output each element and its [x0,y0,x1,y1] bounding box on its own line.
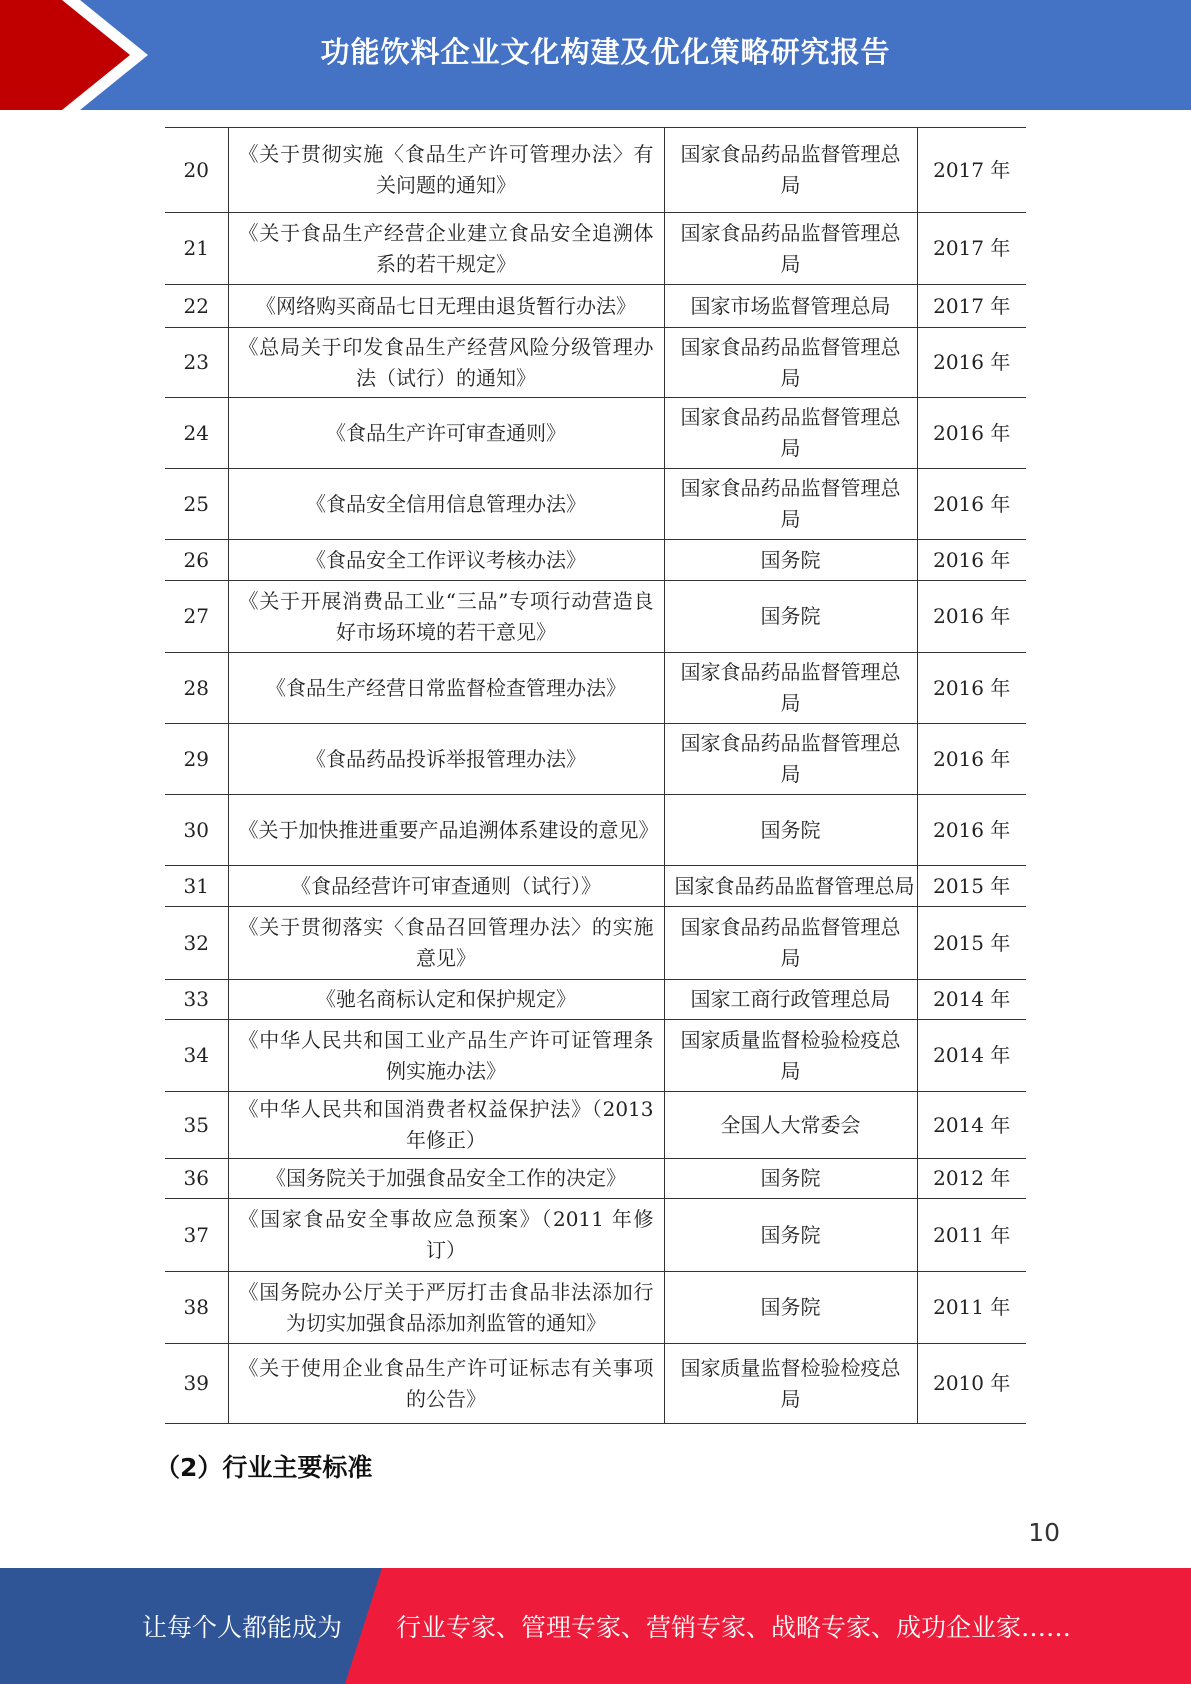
table-row [165,540,1026,581]
table-row [165,128,1026,213]
issuing-agency: 国家食品药品监督管理总局 [664,328,917,398]
issue-year: 2016 年 [917,469,1026,540]
row-number: 20 [165,128,228,213]
row-number: 24 [165,398,228,469]
row-number: 29 [165,724,228,795]
footer-slogan-right: 行业专家、管理专家、营销专家、战略专家、成功企业家…… [396,1613,1072,1642]
regulation-title: 《网络购买商品七日无理由退货暂行办法》 [228,285,664,328]
regulation-title: 《食品安全工作评议考核办法》 [228,540,664,581]
table-row [165,213,1026,285]
row-number: 26 [165,540,228,581]
regulation-title: 《关于开展消费品工业“三品”专项行动营造良好市场环境的若干意见》 [228,581,664,653]
row-number: 30 [165,795,228,866]
table-row [165,328,1026,398]
regulation-title: 《国家食品安全事故应急预案》（2011 年修订） [228,1199,664,1272]
issue-year: 2014 年 [917,1020,1026,1092]
table-row [165,581,1026,653]
issuing-agency: 国务院 [664,540,917,581]
regulation-title: 《中华人民共和国消费者权益保护法》（2013 年修正） [228,1092,664,1159]
issue-year: 2014 年 [917,1092,1026,1159]
row-number: 32 [165,907,228,980]
issuing-agency: 国家食品药品监督管理总局 [664,469,917,540]
issue-year: 2016 年 [917,540,1026,581]
issuing-agency: 国家质量监督检验检疫总局 [664,1344,917,1424]
regulation-title: 《关于贯彻落实〈食品召回管理办法〉的实施意见》 [228,907,664,980]
issue-year: 2011 年 [917,1199,1026,1272]
issue-year: 2011 年 [917,1272,1026,1344]
row-number: 39 [165,1344,228,1424]
row-number: 22 [165,285,228,328]
row-number: 33 [165,980,228,1020]
table-row [165,653,1026,724]
regulations-table [165,127,1026,1424]
report-title: 功能饮料企业文化构建及优化策略研究报告 [320,34,891,69]
issuing-agency: 国家市场监督管理总局 [664,285,917,328]
regulation-title: 《关于使用企业食品生产许可证标志有关事项的公告》 [228,1344,664,1424]
issuing-agency: 国务院 [664,1159,917,1199]
regulation-title: 《食品生产许可审查通则》 [228,398,664,469]
row-number: 21 [165,213,228,285]
row-number: 23 [165,328,228,398]
issue-year: 2017 年 [917,213,1026,285]
issue-year: 2017 年 [917,128,1026,213]
footer-slogan-left: 让每个人都能成为 [142,1613,343,1642]
table-row [165,398,1026,469]
row-number: 35 [165,1092,228,1159]
regulation-title: 《食品药品投诉举报管理办法》 [228,724,664,795]
issue-year: 2015 年 [917,866,1026,907]
table-row [165,907,1026,980]
issue-year: 2016 年 [917,653,1026,724]
issuing-agency: 国家食品药品监督管理总局 [664,653,917,724]
regulation-title: 《食品安全信用信息管理办法》 [228,469,664,540]
table-row [165,724,1026,795]
issuing-agency: 国家食品药品监督管理总局 [664,398,917,469]
row-number: 27 [165,581,228,653]
regulations-table-container [165,127,1026,1424]
issue-year: 2017 年 [917,285,1026,328]
page-number: 10 [1028,1518,1060,1547]
regulation-title: 《总局关于印发食品生产经营风险分级管理办法（试行）的通知》 [228,328,664,398]
issuing-agency: 国家食品药品监督管理总局 [664,213,917,285]
table-row [165,1159,1026,1199]
section-heading: （2）行业主要标准 [155,1453,373,1482]
issuing-agency: 国务院 [664,795,917,866]
issuing-agency: 国家质量监督检验检疫总局 [664,1020,917,1092]
table-row [165,469,1026,540]
issue-year: 2015 年 [917,907,1026,980]
row-number: 25 [165,469,228,540]
regulation-title: 《中华人民共和国工业产品生产许可证管理条例实施办法》 [228,1020,664,1092]
issuing-agency: 国家食品药品监督管理总局 [664,724,917,795]
row-number: 38 [165,1272,228,1344]
issue-year: 2016 年 [917,581,1026,653]
issuing-agency: 国家工商行政管理总局 [664,980,917,1020]
issue-year: 2010 年 [917,1344,1026,1424]
table-row [165,285,1026,328]
row-number: 37 [165,1199,228,1272]
table-row [165,980,1026,1020]
row-number: 28 [165,653,228,724]
table-row [165,1272,1026,1344]
table-row [165,1344,1026,1424]
issuing-agency: 国务院 [664,1199,917,1272]
regulation-title: 《食品生产经营日常监督检查管理办法》 [228,653,664,724]
table-row [165,1199,1026,1272]
table-row [165,866,1026,907]
regulation-title: 《驰名商标认定和保护规定》 [228,980,664,1020]
row-number: 31 [165,866,228,907]
issue-year: 2016 年 [917,398,1026,469]
regulation-title: 《关于食品生产经营企业建立食品安全追溯体系的若干规定》 [228,213,664,285]
regulation-title: 《国务院办公厅关于严厉打击食品非法添加行为切实加强食品添加剂监管的通知》 [228,1272,664,1344]
issue-year: 2012 年 [917,1159,1026,1199]
page-header [0,0,1191,110]
regulation-title: 《国务院关于加强食品安全工作的决定》 [228,1159,664,1199]
issue-year: 2016 年 [917,724,1026,795]
regulation-title: 《关于贯彻实施〈食品生产许可管理办法〉有关问题的通知》 [228,128,664,213]
issuing-agency: 国务院 [664,1272,917,1344]
issuing-agency: 国家食品药品监督管理总局 [664,128,917,213]
table-row [165,1020,1026,1092]
regulation-title: 《食品经营许可审查通则（试行）》 [228,866,664,907]
issue-year: 2016 年 [917,795,1026,866]
row-number: 34 [165,1020,228,1092]
regulation-title: 《关于加快推进重要产品追溯体系建设的意见》 [228,795,664,866]
issuing-agency: 国务院 [664,581,917,653]
issuing-agency: 国家食品药品监督管理总局 [664,907,917,980]
table-row [165,795,1026,866]
row-number: 36 [165,1159,228,1199]
table-row [165,1092,1026,1159]
issue-year: 2016 年 [917,328,1026,398]
page-footer [0,1568,1191,1684]
issue-year: 2014 年 [917,980,1026,1020]
issuing-agency: 国家食品药品监督管理总局 [664,866,917,907]
issuing-agency: 全国人大常委会 [664,1092,917,1159]
